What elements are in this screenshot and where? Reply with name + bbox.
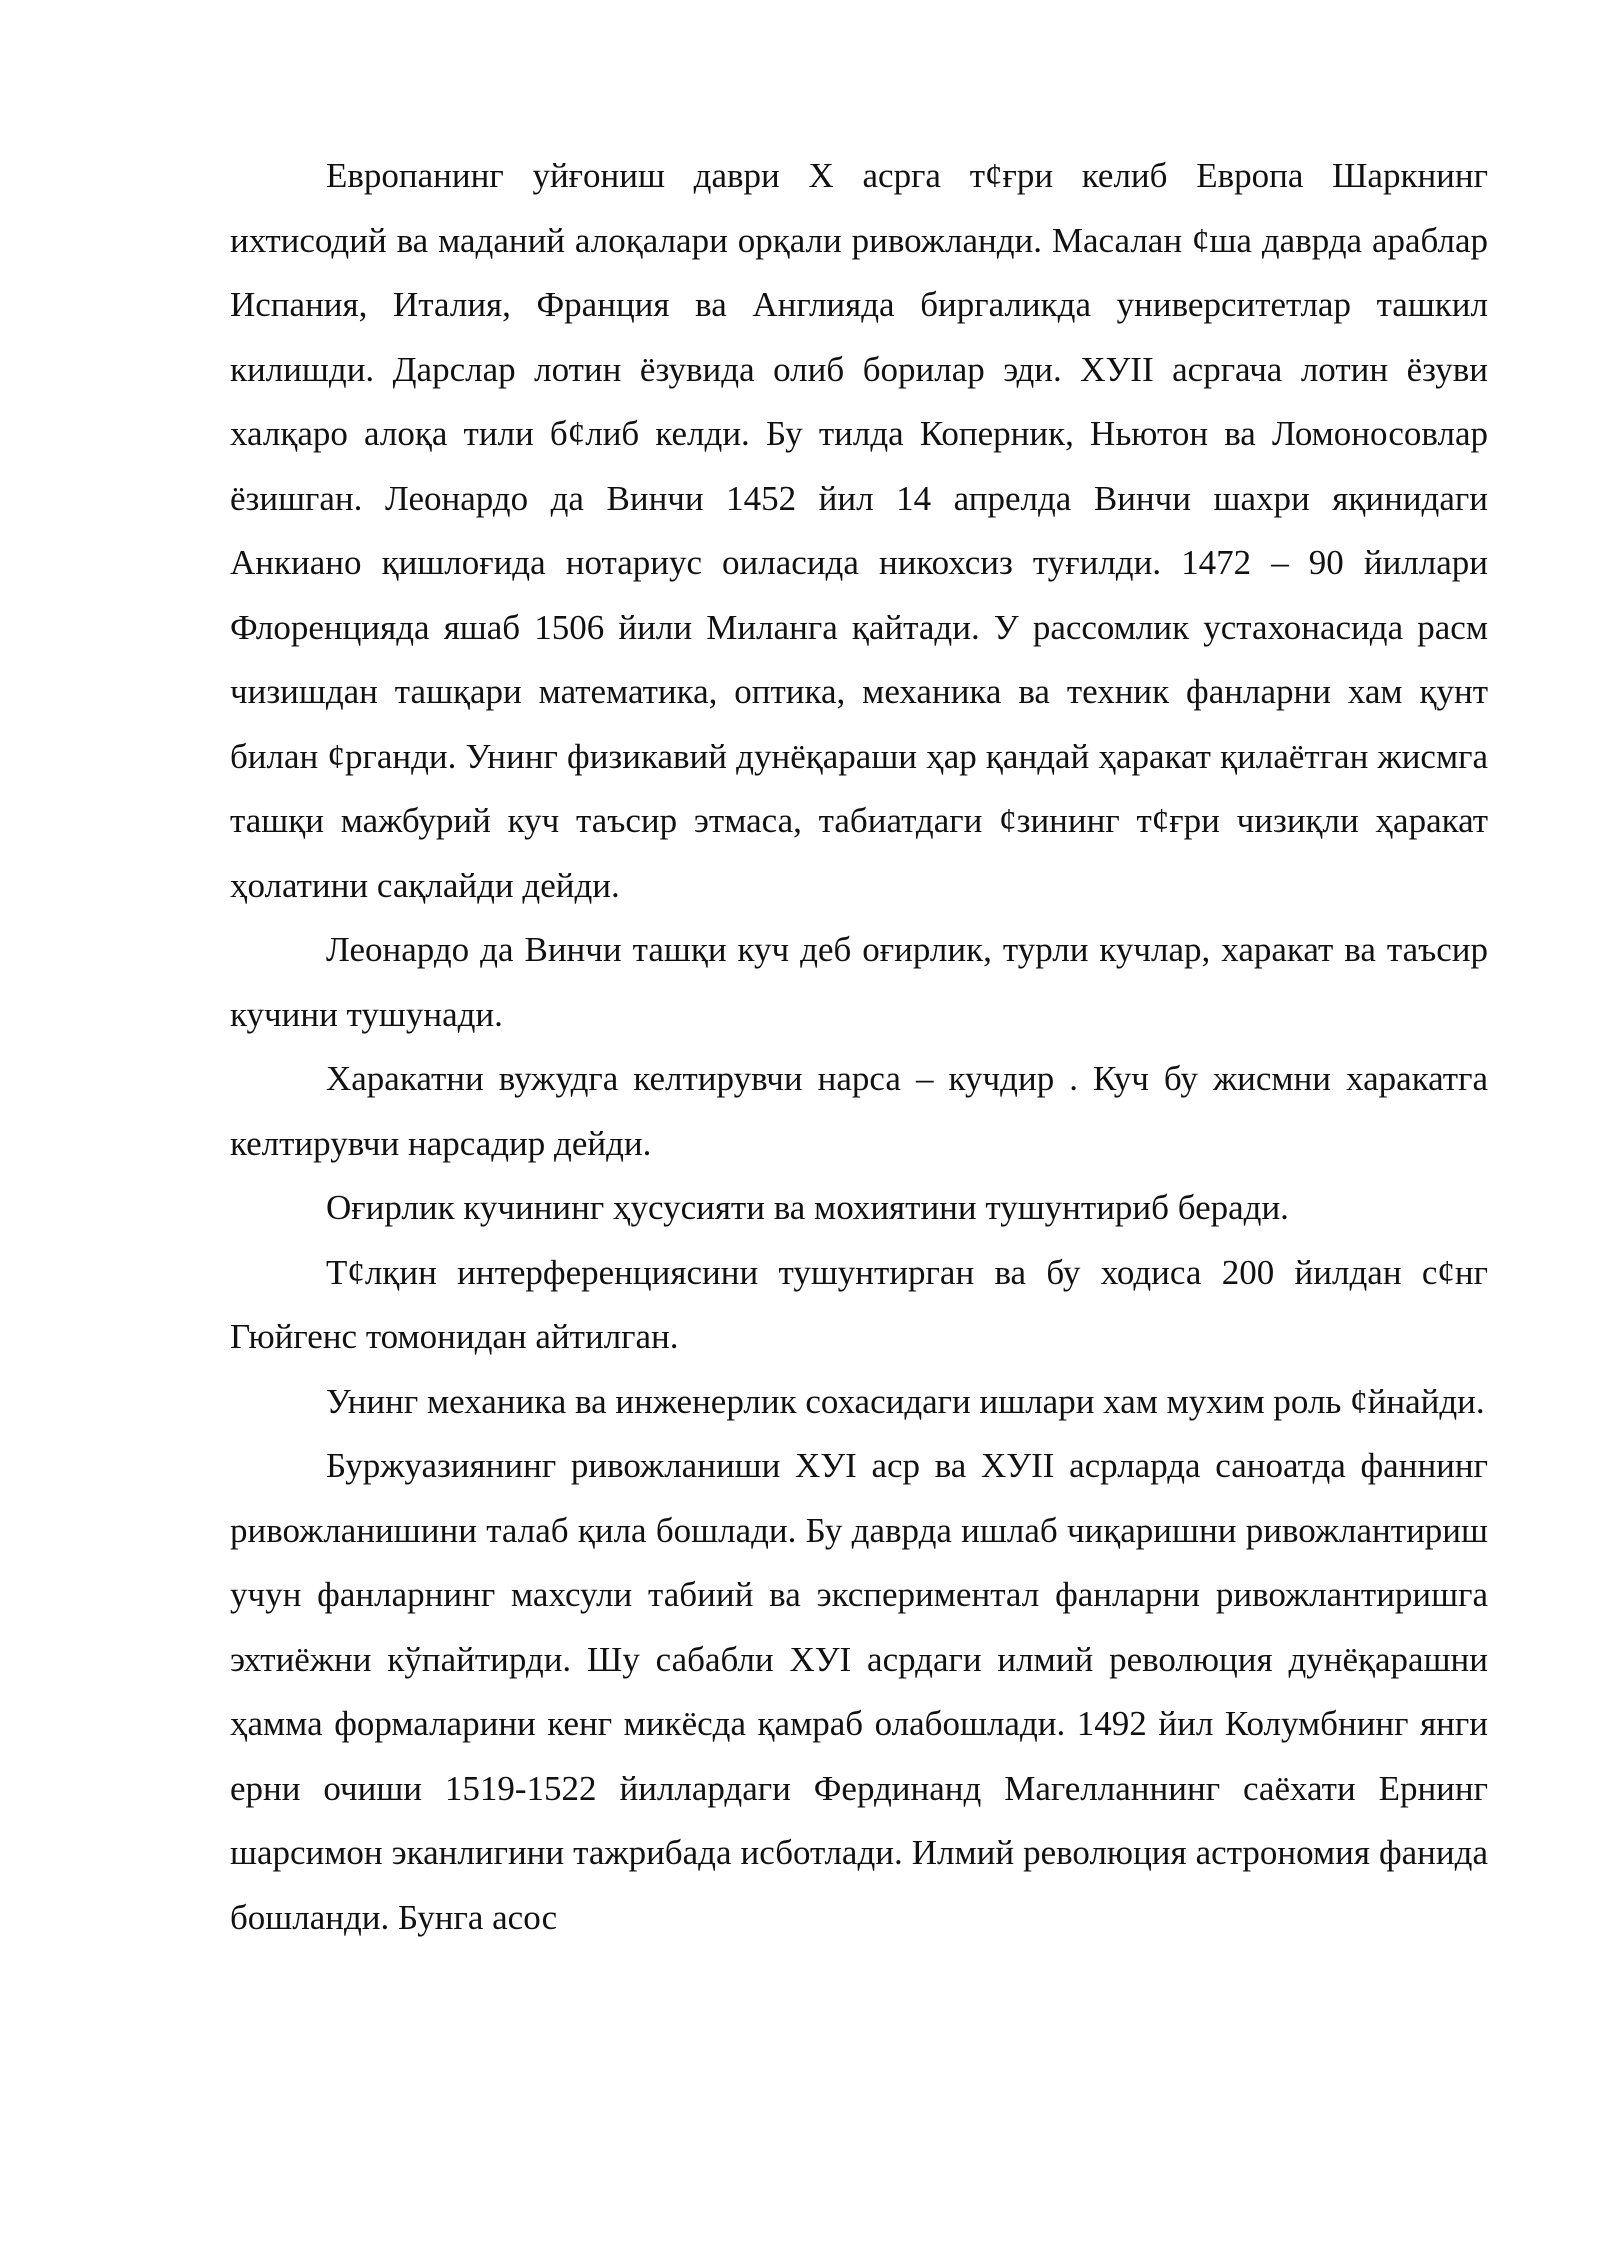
paragraph-wave-interference: Т¢лқин интерференциясини тушунтирган ва бу ходиса 200 йилдан с¢нг Гюйгенс томонидан айтилган. [230,1252,1488,1356]
paragraph-scientific-revolution: Буржуазиянинг ривожланиши ХУI аср ва ХУII асрларда саноатда фаннинг ривожланишини талаб қила бошлади. Бу даврда ишлаб чиқаришни ривожлантириш учун фанларнинг махсули табиий ва экспериментал фанларни ривожлантиришга эхтиёжни кўпайтирди. Шу сабабли ХУI асрдаги илмий революция дунёқарашни ҳамма формаларини кенг микёсда қамраб олабошлади. 1492 йил Колумбнинг янги ерни очиши 1519-1522 йиллардаги Фердинанд Магелланнинг саёхати Ернинг шарсимон эканлигини тажрибада исботлади. Илмий революция астрономия фанида бошланди. Бунга асос [230,1446,1488,1937]
paragraph-gravity: Оғирлик кучининг ҳусусияти ва мохиятини тушунтириб беради. [326,1188,1289,1227]
body-text [230,144,1488,1950]
paragraph-motion-cause: Харакатни вужудга келтирувчи нарса – кучдир . Куч бу жисмни харакатга келтирувчи нарсадир дейди. [230,1059,1488,1163]
paragraph-external-force: Леонардо да Винчи ташқи куч деб оғирлик, турли кучлар, харакат ва таъсир кучини тушунади. [230,930,1488,1034]
paragraph-engineering: Унинг механика ва инженерлик сохасидаги ишлари хам мухим роль ¢йнайди. [326,1381,1485,1421]
paragraph-renaissance: Европанинг уйғониш даври X асрга т¢ғри келиб Европа Шаркнинг ихтисодий ва маданий алоқалари орқали ривожланди. Масалан ¢ша даврда араблар Испания, Италия, Франция ва Англияда биргаликда университетлар ташкил килишди. Дарслар лотин ёзувида олиб борилар эди. ХУII асргача лотин ёзуви халқаро алоқа тили б¢либ келди. Бу тилда Коперник, Ньютон ва Ломоносовлар ёзишган. Леонардо да Винчи 1452 йил 14 апрелда Винчи шахри яқинидаги Анкиано қишлоғида нотариус оиласида никохсиз туғилди. 1472 – 90 йиллари Флоренцияда яшаб 1506 йили Миланга қайтади. У рассомлик устахонасида расм чизишдан ташқари математика, оптика, механика ва техник фанларни хам қунт билан ¢рганди. Унинг физикавий дунёқараши ҳар қандай ҳаракат қилаётган жисмга ташқи мажбурий куч таъсир этмаса, табиатдаги ¢зининг т¢ғри чизиқли ҳаракат ҳолатини сақлайди дейди. [230,156,1488,905]
